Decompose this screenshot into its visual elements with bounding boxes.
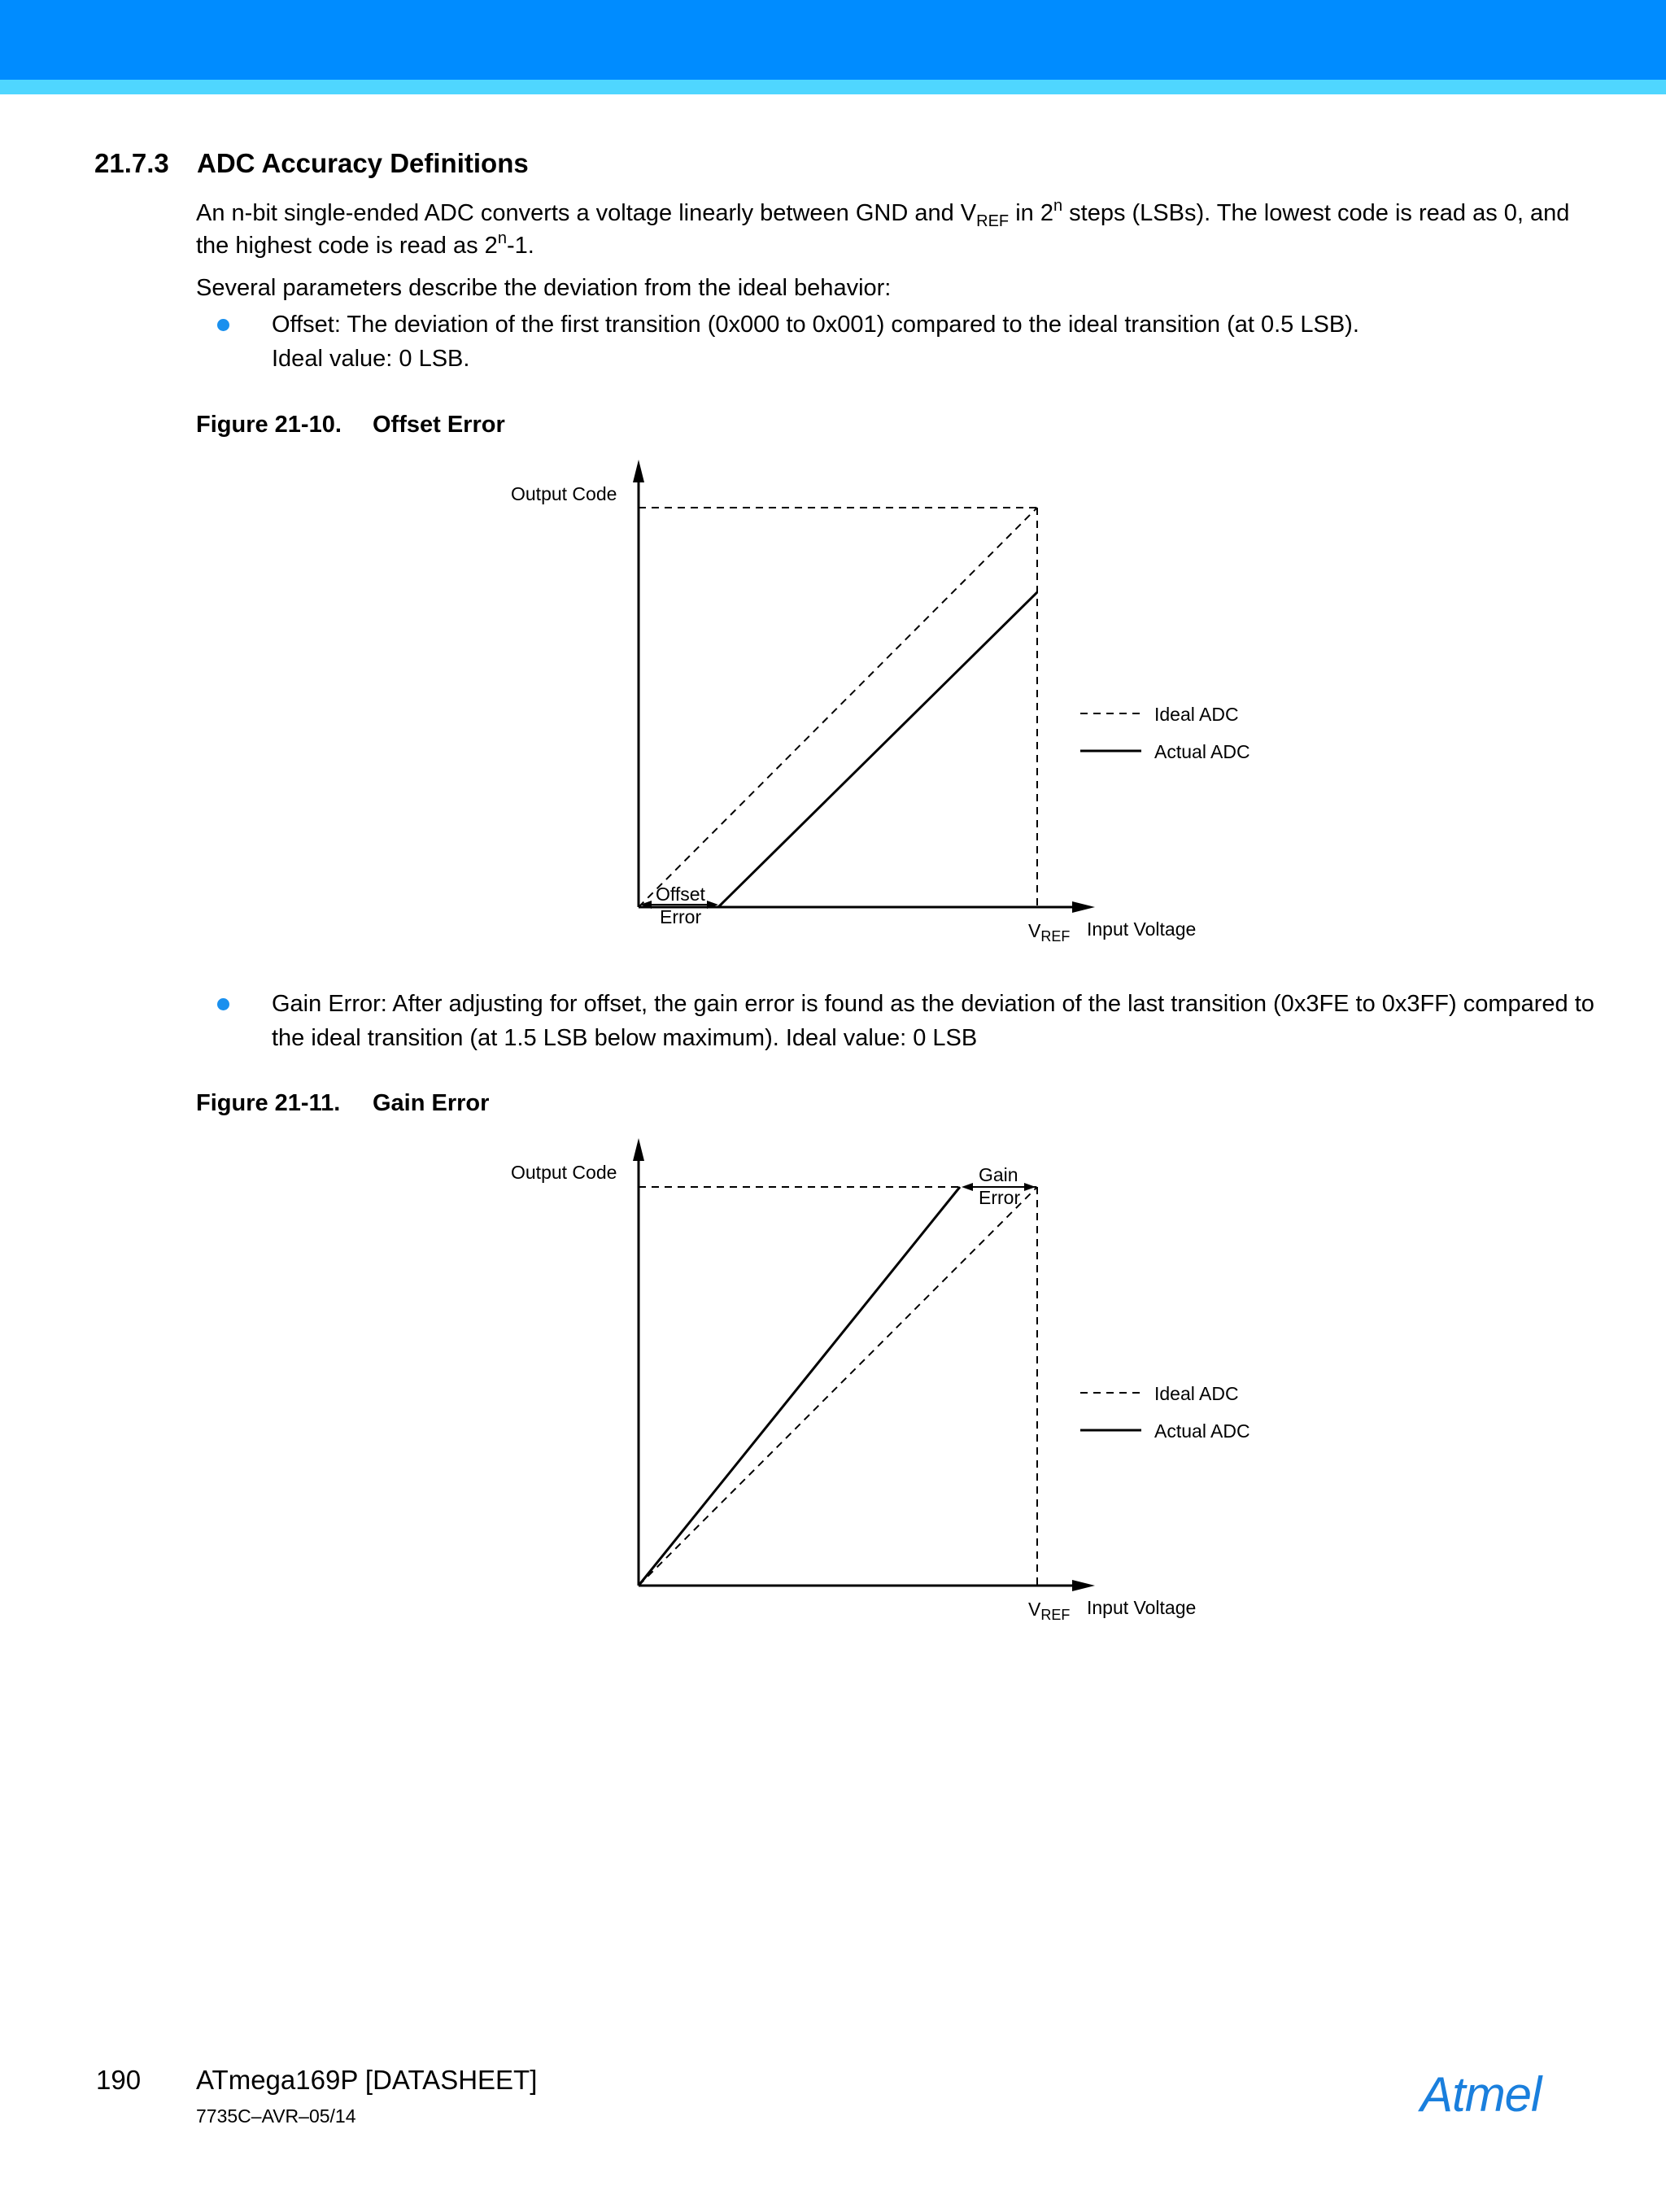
legend-actual-label: Actual ADC	[1154, 1420, 1250, 1442]
y-axis-label: Output Code	[511, 483, 617, 504]
vref-main: V	[1028, 1599, 1041, 1620]
figure-number: Figure 21-10.	[196, 412, 342, 438]
gain-right-arrow-icon	[1024, 1183, 1036, 1191]
vref-main: V	[1028, 920, 1041, 941]
legend-actual-label: Actual ADC	[1154, 741, 1250, 762]
offset-error-label-1: Offset	[656, 883, 705, 905]
gain-error-label-2: Error	[979, 1187, 1021, 1208]
actual-adc-line	[639, 1187, 960, 1586]
x-axis-label: Input Voltage	[1087, 1597, 1197, 1618]
x-axis-label: Input Voltage	[1087, 918, 1197, 940]
page-number: 190	[96, 2065, 142, 2095]
bullet-offset-line2: Ideal value: 0 LSB.	[272, 346, 470, 372]
atmel-logo: Atmel	[1420, 2067, 1542, 2122]
y-axis-arrow-icon	[633, 1138, 644, 1161]
intro-text-a: An n-bit single-ended ADC converts a voltage linearly between GND and V	[196, 200, 977, 226]
vref-subscript: REF	[976, 212, 1010, 230]
footer-doc-id: 7735C–AVR–05/14	[196, 2105, 356, 2127]
y-axis-label: Output Code	[511, 1162, 617, 1183]
vref-label	[1028, 1599, 1070, 1623]
figure-number: Figure 21-11.	[196, 1090, 341, 1116]
gain-left-arrow-icon	[962, 1183, 973, 1191]
section-number: 21.7.3	[94, 148, 169, 178]
intro-text-d: -1.	[506, 233, 534, 259]
footer-title: ATmega169P [DATASHEET]	[196, 2065, 538, 2095]
bullet-gain: Gain Error: After adjusting for offset, the gain error is found as the deviation of the last transition (0x3FE to 0x3FF) compared to the ideal transition (at 1.5 LSB below maximum). Ideal value: 0 LSB	[272, 991, 1594, 1051]
intro-text-b: in 2	[1009, 200, 1053, 226]
intro-text-c: steps (LSBs). The lowest code is read as 0, and the highest code is read as 2	[196, 200, 1570, 259]
section-title: ADC Accuracy Definitions	[197, 148, 529, 178]
figure-title: Gain Error	[373, 1090, 490, 1116]
vref-sub: REF	[1040, 1607, 1071, 1623]
gain-error-label-1: Gain	[979, 1164, 1018, 1185]
x-axis-arrow-icon	[1072, 1580, 1095, 1591]
legend-ideal-label: Ideal ADC	[1154, 704, 1239, 725]
legend-ideal-label: Ideal ADC	[1154, 1383, 1239, 1404]
figure-title: Offset Error	[373, 412, 505, 438]
bullet-offset-line1: Offset: The deviation of the first transition (0x000 to 0x001) compared to the ideal transition (at 0.5 LSB).	[272, 312, 1359, 338]
vref-sub: REF	[1040, 928, 1071, 945]
offset-error-label-2: Error	[660, 906, 702, 927]
n-superscript: n	[1053, 197, 1063, 215]
intro-paragraph-2: Several parameters describe the deviation from the ideal behavior:	[196, 275, 892, 301]
n-superscript-2: n	[497, 229, 507, 247]
ideal-adc-line	[639, 1187, 1037, 1586]
